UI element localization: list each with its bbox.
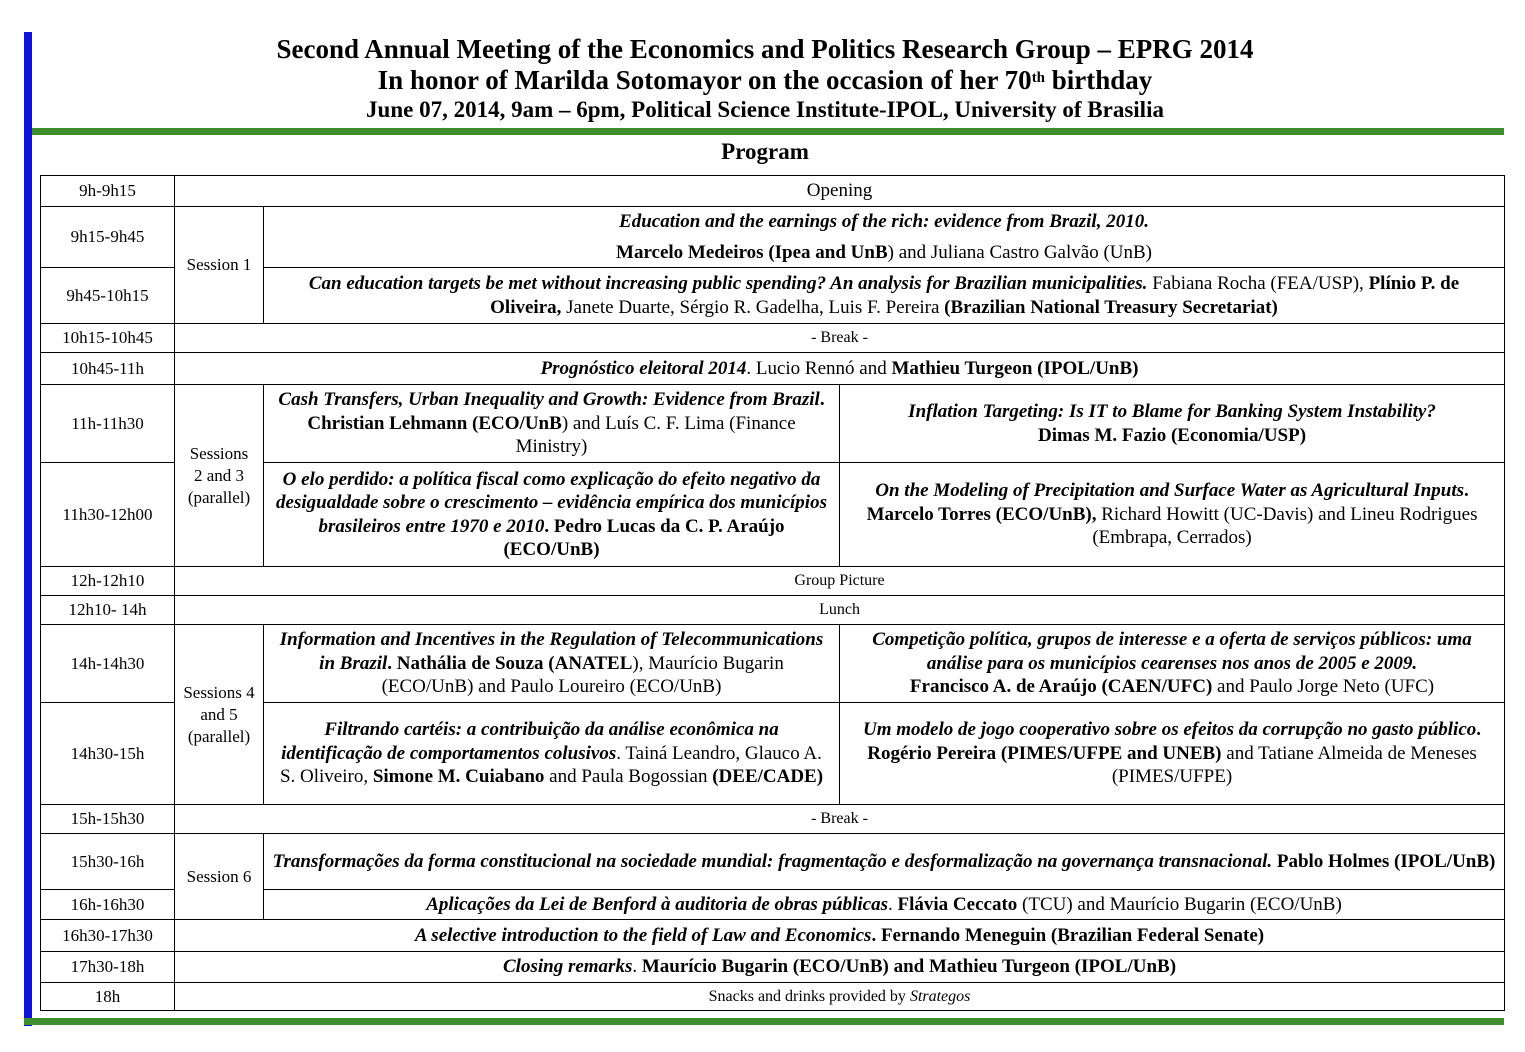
table-row	[41, 983, 1505, 1011]
talk-cell: Competição política, grupos de interesse e a oferta de serviços públicos: uma análise para os municípios cearenses nos anos de 2005 e 2009. Francisco A. de Araújo (CAEN/UFC) and Paulo Jorge Neto (UFC)	[840, 625, 1505, 703]
time-cell: 9h15-9h45	[41, 207, 175, 268]
program-title: Program	[721, 139, 809, 164]
time-cell: 9h-9h15	[41, 176, 175, 207]
talk-cell: Can education targets be met without increasing public spending? An analysis for Brazilian municipalities. Fabiana Rocha (FEA/USP), Plínio P. de Oliveira, Janete Duarte, Sérgio R. Gadelha, Luis F. Pereira (Brazilian National Treasury Secretariat)	[264, 268, 1505, 324]
talk-cell: Transformações da forma constitucional na sociedade mundial: fragmentação e desformalização na governança transnacional. Pablo Holmes (IPOL/UnB)	[264, 834, 1505, 890]
footer-rule	[24, 1018, 1504, 1025]
session-label: Sessions 4 and 5 (parallel)	[175, 625, 264, 805]
time-cell: 15h30-16h	[41, 834, 175, 890]
talk-cell: Um modelo de jogo cooperativo sobre os efeitos da corrupção no gasto público. Rogério Pereira (PIMES/UFPE and UNEB) and Tatiane Almeida de Meneses (PIMES/UFPE)	[840, 703, 1505, 805]
table-row	[41, 625, 1505, 703]
time-cell: 10h45-11h	[41, 353, 175, 385]
header-rule	[32, 128, 1504, 135]
time-cell: 11h-11h30	[41, 385, 175, 463]
table-row	[41, 324, 1505, 353]
program-table	[40, 175, 1505, 1011]
table-row	[41, 567, 1505, 596]
event-title: Second Annual Meeting of the Economics and Politics Research Group – EPRG 2014	[276, 34, 1254, 64]
table-row	[41, 952, 1505, 983]
session-label: Sessions 2 and 3 (parallel)	[175, 385, 264, 567]
table-row	[41, 920, 1505, 952]
time-cell: 12h10- 14h	[41, 596, 175, 625]
talk-cell: Cash Transfers, Urban Inequality and Growth: Evidence from Brazil. Christian Lehmann (ECO/UnB) and Luís C. F. Lima (Finance Ministry)	[264, 385, 840, 463]
break-cell: - Break -	[175, 324, 1505, 353]
time-cell: 9h45-10h15	[41, 268, 175, 324]
time-cell: 16h30-17h30	[41, 920, 175, 952]
time-cell: 18h	[41, 983, 175, 1011]
table-row	[41, 207, 1505, 268]
talk-cell: Information and Incentives in the Regulation of Telecommunications in Brazil. Nathália de Souza (ANATEL), Maurício Bugarin (ECO/UnB) and Paulo Loureiro (ECO/UnB)	[264, 625, 840, 703]
document-header	[32, 34, 1498, 124]
lunch-cell: Lunch	[175, 596, 1505, 625]
talk-cell: Aplicações da Lei de Benford à auditoria de obras públicas. Flávia Ceccato (TCU) and Maurício Bugarin (ECO/UnB)	[264, 890, 1505, 920]
time-cell: 15h-15h30	[41, 805, 175, 834]
opening-cell: Opening	[175, 176, 1505, 207]
event-date-venue: June 07, 2014, 9am – 6pm, Political Science Institute-IPOL, University of Brasilia	[366, 97, 1164, 122]
time-cell: 14h30-15h	[41, 703, 175, 805]
talk-cell: O elo perdido: a política fiscal como explicação do efeito negativo da desigualdade sobre o crescimento – evidência empírica dos municípios brasileiros entre 1970 e 2010. Pedro Lucas da C. P. Araújo (ECO/UnB)	[264, 463, 840, 567]
time-cell: 11h30-12h00	[41, 463, 175, 567]
time-cell: 10h15-10h45	[41, 324, 175, 353]
talk-cell: Prognóstico eleitoral 2014. Lucio Rennó and Mathieu Turgeon (IPOL/UnB)	[175, 353, 1505, 385]
session-label: Session 6	[175, 834, 264, 920]
snacks-cell: Snacks and drinks provided by Strategos	[175, 983, 1505, 1011]
time-cell: 12h-12h10	[41, 567, 175, 596]
talk-cell: Education and the earnings of the rich: evidence from Brazil, 2010. Marcelo Medeiros (Ipea and UnB) and Juliana Castro Galvão (UnB)	[264, 207, 1505, 268]
table-row	[41, 385, 1505, 463]
event-dedication: In honor of Marilda Sotomayor on the occasion of her 70th birthday	[377, 65, 1153, 95]
time-cell: 17h30-18h	[41, 952, 175, 983]
talk-cell: Inflation Targeting: Is IT to Blame for Banking System Instability? Dimas M. Fazio (Economia/USP)	[840, 385, 1505, 463]
left-accent-bar	[24, 32, 32, 1026]
table-row	[41, 353, 1505, 385]
talk-cell: Filtrando cartéis: a contribuição da análise econômica na identificação de comportamentos colusivos. Tainá Leandro, Glauco A. S. Oliveiro, Simone M. Cuiabano and Paula Bogossian (DEE/CADE)	[264, 703, 840, 805]
talk-cell: A selective introduction to the field of Law and Economics. Fernando Meneguin (Brazilian Federal Senate)	[175, 920, 1505, 952]
break-cell: - Break -	[175, 805, 1505, 834]
table-row	[41, 176, 1505, 207]
table-row	[41, 596, 1505, 625]
group-picture-cell: Group Picture	[175, 567, 1505, 596]
table-row	[41, 834, 1505, 890]
table-row	[41, 805, 1505, 834]
talk-cell: On the Modeling of Precipitation and Surface Water as Agricultural Inputs. Marcelo Torres (ECO/UnB), Richard Howitt (UC-Davis) and Lineu Rodrigues (Embrapa, Cerrados)	[840, 463, 1505, 567]
talk-cell: Closing remarks. Maurício Bugarin (ECO/UnB) and Mathieu Turgeon (IPOL/UnB)	[175, 952, 1505, 983]
time-cell: 16h-16h30	[41, 890, 175, 920]
time-cell: 14h-14h30	[41, 625, 175, 703]
session-label: Session 1	[175, 207, 264, 324]
